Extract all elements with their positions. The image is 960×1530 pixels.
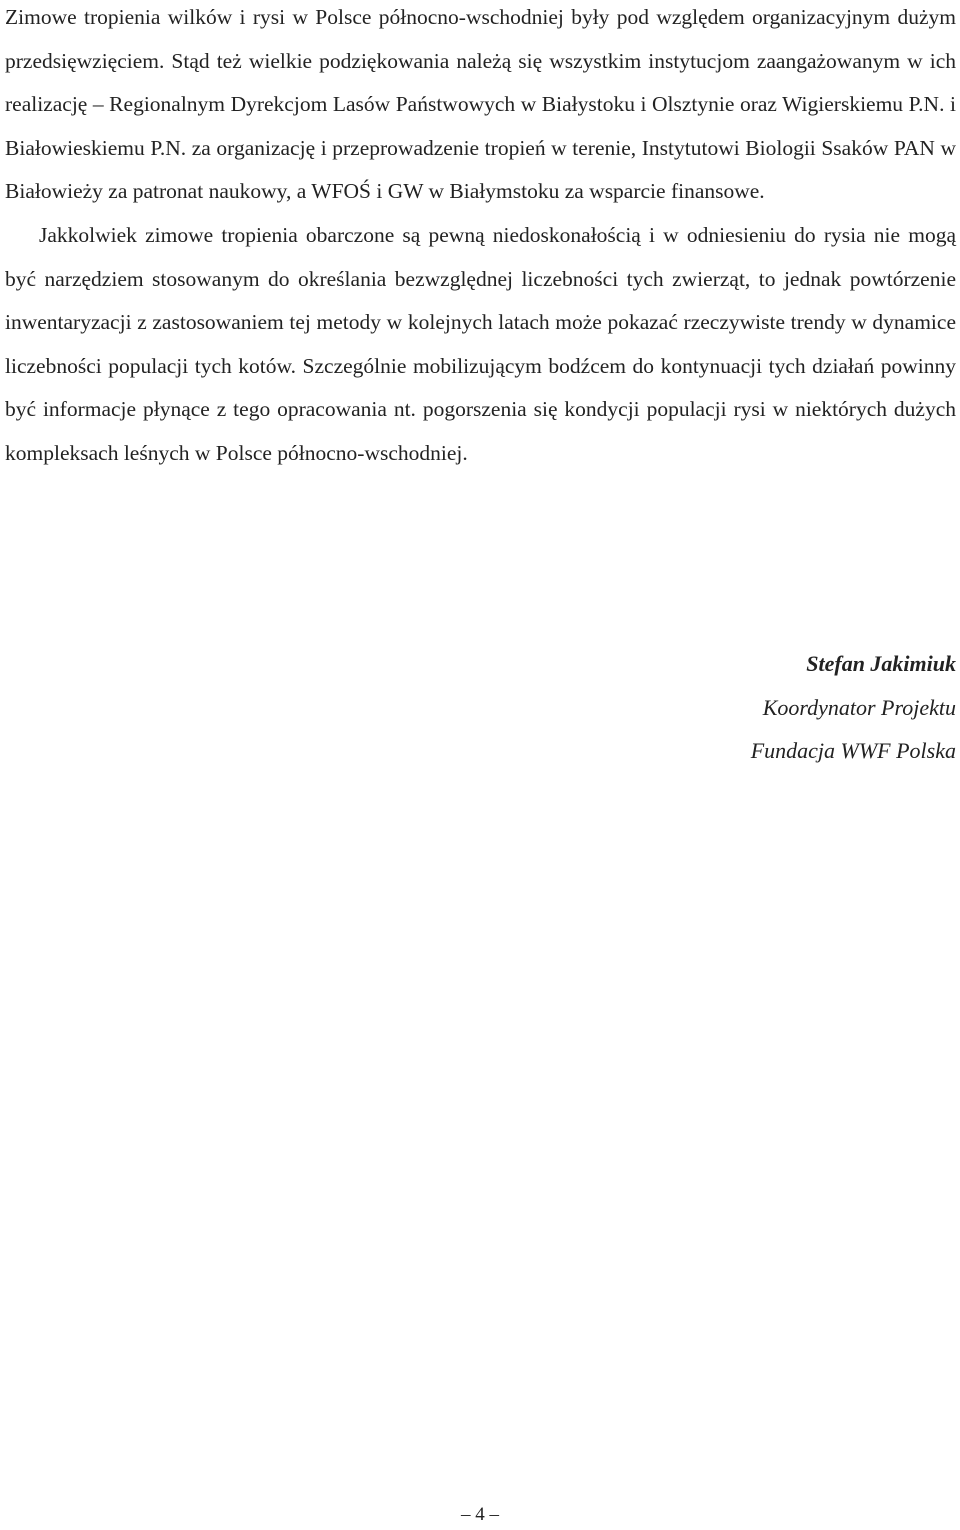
signature-block — [751, 642, 956, 773]
signature-organization: Fundacja WWF Polska — [750, 738, 956, 763]
paragraph-acknowledgements: Zimowe tropienia wilków i rysi w Polsce północno-wschodniej były pod względem organizacyjnym dużym przedsięwzięciem. Stąd też wielkie podziękowania należą się wszystkim instytucjom zaangażowanym w ich realizację – Regionalnym Dyrekcjom Lasów Państwowych w Białystoku i Olsztynie oraz Wigierskiemu P.N. i Białowieskiemu P.N. za organizację i przeprowadzenie tropień w terenie, Instytutowi Biologii Ssaków PAN w Białowieży za patronat naukowy, a WFOŚ i GW w Białymstoku za wsparcie finansowe. — [5, 5, 956, 204]
page-number: – 4 – — [461, 1504, 499, 1525]
signature-role: Koordynator Projektu — [762, 694, 956, 720]
paragraph-conclusions: Jakkolwiek zimowe tropienia obarczone są pewną niedoskonałością i w odniesieniu do rysia nie mogą być narzędziem stosowanym do określania bezwzględnej liczebności tych zwierząt, to jednak powtórzenie inwentaryzacji z zastosowaniem tej metody w kolejnych latach może pokazać rzeczywiste trendy w dynamice liczebności populacji tych kotów. Szczególnie mobilizującym bodźcem do kontynuacji tych działań powinny być informacje płynące z tego opracowania nt. pogorszenia się kondycji populacji rysi w niektórych dużych kompleksach leśnych w Polsce północno-wschodniej. — [5, 222, 956, 465]
document-page — [5, 0, 956, 476]
signature-name: Stefan Jakimiuk — [806, 651, 956, 676]
